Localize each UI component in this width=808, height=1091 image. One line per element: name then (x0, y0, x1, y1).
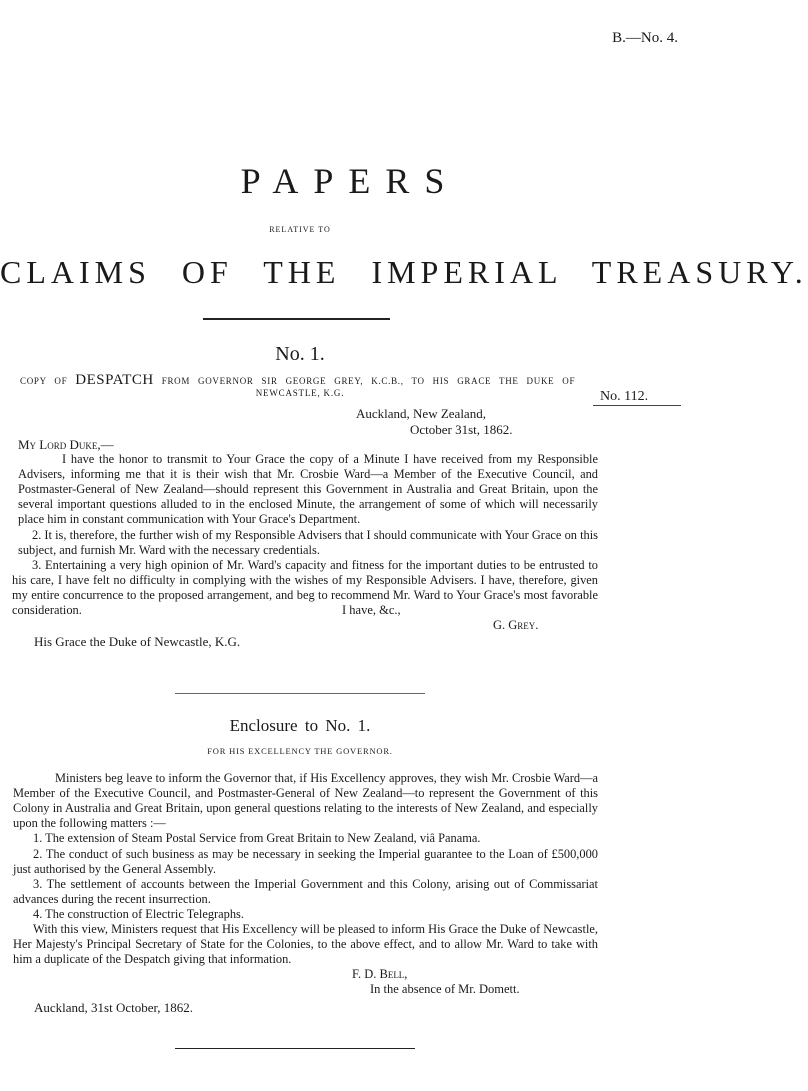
enclosure-item-4: 4. The construction of Electric Telegraphs. (33, 907, 244, 921)
main-title: PAPERS (240, 161, 460, 201)
relative-to-label: RELATIVE TO (269, 225, 331, 234)
subject-title: CLAIMS OF THE IMPERIAL TREASURY. (0, 254, 808, 290)
enclosure-subtitle: FOR HIS EXCELLENCY THE GOVERNOR. (207, 746, 393, 756)
enclosure-item-3: 3. The settlement of accounts between the Imperial Government and this Colony, arising out of Commissariat advances during the recent insurrection. (13, 877, 598, 906)
title-divider (203, 318, 390, 320)
section-divider (175, 693, 425, 694)
despatch-place: Auckland, New Zealand, (356, 406, 486, 421)
footer-divider (175, 1048, 415, 1049)
document-reference: B.—No. 4. (612, 30, 678, 46)
despatch-paragraph-3: 3. Entertaining a very high opinion of Mr. Ward's capacity and fitness for the important duties to be entrusted to his care, I have felt no difficulty in complying with the wishes of my Responsible Advisers. I have, therefore, given my entire concurrence to the proposed arrangement, and beg to recommend Mr. Ward to Your Grace's most favorable consideration. (12, 558, 598, 617)
copy-of-label: COPY OF (20, 376, 68, 386)
margin-rule (593, 405, 681, 406)
enclosure-signature: F. D. Bell, (352, 967, 408, 981)
enclosure-item-1: 1. The extension of Steam Postal Service from Great Britain to New Zealand, viâ Panama. (33, 831, 481, 845)
enclosure-title: Enclosure to No. 1. (229, 716, 371, 735)
from-line: FROM GOVERNOR SIR GEORGE GREY, K.C.B., TO HIS GRACE THE DUKE OF (161, 376, 576, 386)
enclosure-item-2: 2. The conduct of such business as may be necessary in seeking the Imperial guarantee to the Loan of £500,000 just authorised by the General Assembly. (13, 847, 598, 876)
enclosure-place-date: Auckland, 31st October, 1862. (34, 1000, 194, 1015)
despatch-date: October 31st, 1862. (410, 422, 513, 437)
enclosure-paragraph-final: With this view, Ministers request that His Excellency will be pleased to inform His Grace the Duke of Newcastle, Her Majesty's Principal Secretary of State for the Colonies, to the above effect, and to allow Mr. Ward to take with him a duplicate of the Despatch giving that information. (13, 922, 598, 966)
despatch-number: No. 1. (275, 343, 325, 365)
despatch-paragraph-1: I have the honor to transmit to Your Grace the copy of a Minute I have received from my Responsible Advisers, informing me that it is their wish that Mr. Crosbie Ward—a Member of the Executive Council, and Postmaster-General of New Zealand—should represent this Government in Australia and Great Britain, upon the several important questions alluded to in the enclosed Minute, the arrangement of some of which will necessarily place him in constant communication with Your Grace's Department. (18, 452, 598, 526)
closing: I have, &c., (342, 603, 401, 617)
salutation-text: My Lord Duke,— (18, 437, 114, 452)
enclosure-signature-note: In the absence of Mr. Domett. (370, 982, 520, 996)
signature: G. Grey. (493, 618, 539, 632)
despatch-heading-continued: NEWCASTLE, K.G. (255, 388, 345, 398)
addressee: His Grace the Duke of Newcastle, K.G. (34, 634, 241, 649)
despatch-paragraph-2: 2. It is, therefore, the further wish of my Responsible Advisers that I should communicate with Your Grace on this subject, and furnish Mr. Ward with the necessary credentials. (18, 528, 598, 557)
despatch-word: DESPATCH (75, 372, 154, 388)
margin-number: No. 112. (600, 389, 649, 404)
salutation (18, 437, 114, 453)
enclosure-paragraph-1: Ministers beg leave to inform the Governor that, if His Excellency approves, they wish Mr. Crosbie Ward—a Member of the Executive Council, and Postmaster-General of New Zealand—to represent the Government of this Colony in Australia and Great Britain, upon general questions relating to the interests of New Zealand, and especially upon the following matters :— (13, 771, 598, 830)
despatch-heading (20, 372, 575, 389)
